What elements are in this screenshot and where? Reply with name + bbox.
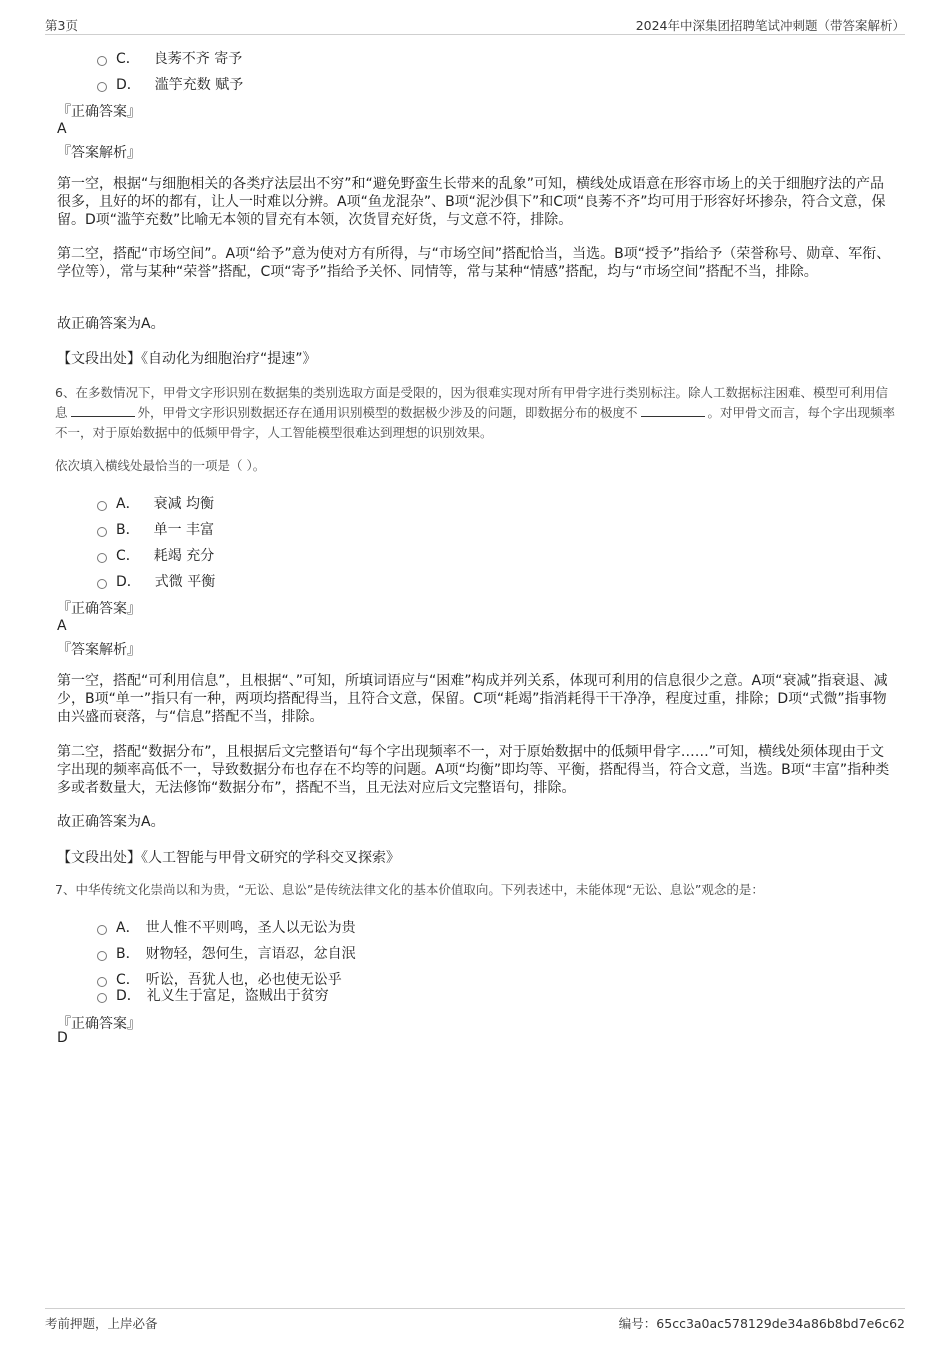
radio-icon[interactable] bbox=[97, 951, 107, 961]
q5-answer-heading: 『正确答案』 bbox=[57, 104, 141, 120]
radio-icon[interactable] bbox=[97, 527, 107, 537]
q6-source: 【文段出处】《人工智能与甲骨文研究的学科交叉探索》 bbox=[57, 850, 400, 866]
radio-icon[interactable] bbox=[97, 501, 107, 511]
q7-option-d[interactable]: D． 礼义生于富足，盗贼出于贫穷 bbox=[97, 985, 329, 1005]
q5-analysis-paragraph-1: 第一空，根据“与细胞相关的各类疗法层出不穷”和“避免野蛮生长带来的乱象”可知，横线处成语意在形容市场上的关于细胞疗法的产品很多，且好的坏的都有，让人一时难以分辨。A项“鱼龙混杂”、B项“泥沙俱下”和C项“良莠不齐”均可用于形容好坏掺杂，符合文意，保留。D项“滥竽充数”比喻无本领的冒充有本领，次货冒充好货，与文意不符，排除。 bbox=[57, 176, 886, 228]
fill-blank bbox=[71, 404, 135, 417]
q6-option-b[interactable]: B． 单一 丰富 bbox=[97, 519, 214, 539]
q7-question-text: 7、中华传统文化崇尚以和为贵，“无讼、息讼”是传统法律文化的基本价值取向。下列表述中，未能体现“无讼、息讼”观念的是： bbox=[55, 882, 764, 897]
q6-conclusion: 故正确答案为A。 bbox=[57, 814, 165, 830]
q5-analysis-heading: 『答案解析』 bbox=[57, 145, 141, 161]
q6-answer: A bbox=[57, 618, 67, 634]
q6-analysis-paragraph-1: 第一空，搭配“可利用信息”，且根据“、”可知，所填词语应与“困难”构成并列关系，体现可利用的信息很少之意。A项“衰减”指衰退、减少，B项“单一”指只有一种，两项均搭配得当，且符合文意，保留。C项“耗竭”指消耗得干干净净，程度过重，排除；D项“式微”指事物由兴盛而衰落，与“信息”搭配不当，排除。 bbox=[57, 673, 888, 725]
q5-source: 【文段出处】《自动化为细胞治疗“提速”》 bbox=[57, 351, 317, 367]
q7-option-b[interactable]: B． 财物轻，怨何生，言语忍，忿自泯 bbox=[97, 943, 356, 963]
q5-answer: A bbox=[57, 121, 67, 137]
q6-option-d[interactable]: D． 式微 平衡 bbox=[97, 571, 215, 591]
q5-option-c[interactable]: C． 良莠不齐 寄予 bbox=[97, 48, 242, 68]
footer-slogan: 考前押题，上岸必备 bbox=[45, 1316, 158, 1331]
q6-prompt: 依次填入横线处最恰当的一项是（ ）。 bbox=[55, 458, 266, 473]
radio-icon[interactable] bbox=[97, 553, 107, 563]
document-title: 2024年中深集团招聘笔试冲刺题（带答案解析） bbox=[635, 18, 905, 33]
document-code: 编号：65cc3a0ac578129de34a86b8bd7e6c62 bbox=[618, 1316, 905, 1331]
radio-icon[interactable] bbox=[97, 82, 107, 92]
q6-question-text: 6、在多数情况下，甲骨文字形识别在数据集的类别选取方面是受限的，因为很难实现对所有甲骨字进行类别标注。除人工数据标注困难、模型可利用信息 外，甲骨文字形识别数据还存在通用识别模型的数据极少涉及的问题，即数据分布的极度不 。对甲骨文而言，每个字出现频率不一，对于原始数据中的低频甲骨字，人工智能模型很难达到理想的识别效果。 bbox=[55, 385, 896, 440]
q5-option-d[interactable]: D． 滥竽充数 赋予 bbox=[97, 74, 243, 94]
q5-conclusion: 故正确答案为A。 bbox=[57, 316, 165, 332]
fill-blank bbox=[641, 404, 705, 417]
radio-icon[interactable] bbox=[97, 56, 107, 66]
q7-option-c[interactable]: C． 听讼，吾犹人也，必也使无讼乎 bbox=[97, 969, 342, 989]
page-header bbox=[45, 14, 905, 35]
q7-option-a[interactable]: A． 世人惟不平则鸣，圣人以无讼为贵 bbox=[97, 917, 356, 937]
page-number: 第3页 bbox=[45, 18, 78, 33]
radio-icon[interactable] bbox=[97, 993, 107, 1003]
radio-icon[interactable] bbox=[97, 579, 107, 589]
q6-option-a[interactable]: A． 衰减 均衡 bbox=[97, 493, 214, 513]
q6-analysis-heading: 『答案解析』 bbox=[57, 642, 141, 658]
q6-analysis-paragraph-2: 第二空，搭配“数据分布”，且根据后文完整语句“每个字出现频率不一，对于原始数据中的低频甲骨字……”可知，横线处须体现由于文字出现的频率高低不一，导致数据分布也存在不均等的问题。A项“均衡”即均等、平衡，搭配得当，符合文意，当选。B项“丰富”指种类多或者数量大，无法修饰“数据分布”，搭配不当，且无法对应后文完整语句，排除。 bbox=[57, 744, 890, 796]
q7-answer: D bbox=[57, 1030, 68, 1046]
q6-answer-heading: 『正确答案』 bbox=[57, 601, 141, 617]
q7-answer-heading: 『正确答案』 bbox=[57, 1016, 141, 1032]
q5-analysis-paragraph-2: 第二空，搭配“市场空间”。A项“给予”意为使对方有所得，与“市场空间”搭配恰当，当选。B项“授予”指给予（荣誉称号、勋章、军衔、学位等），常与某种“荣誉”搭配，C项“寄予”指给予关怀、同情等，常与某种“情感”搭配，均与“市场空间”搭配不当，排除。 bbox=[57, 246, 891, 280]
radio-icon[interactable] bbox=[97, 925, 107, 935]
q6-option-c[interactable]: C． 耗竭 充分 bbox=[97, 545, 214, 565]
page-footer bbox=[45, 1308, 905, 1334]
